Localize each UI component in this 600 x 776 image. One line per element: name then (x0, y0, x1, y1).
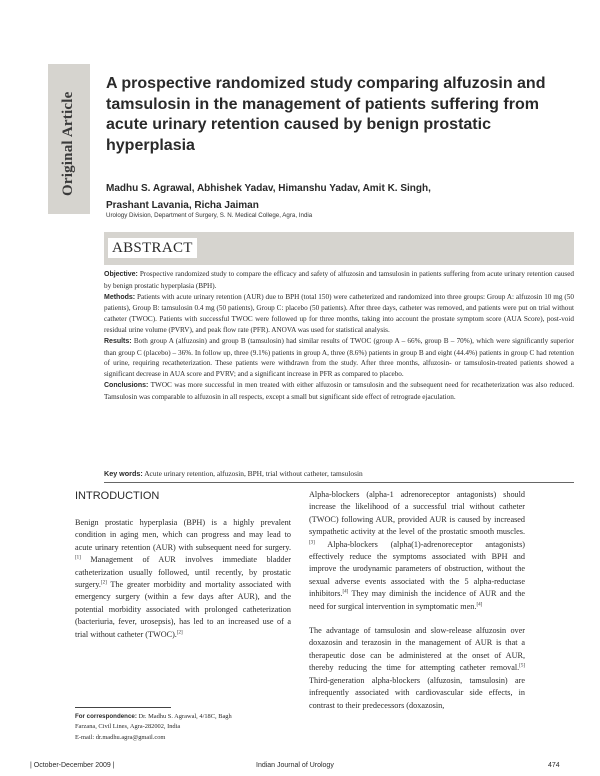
methods-text: Patients with acute urinary retention (AUR) due to BPH (total 150) were catheterized and randomized into three groups: Group A: alfuzosin 10 mg (50 patients), Group B: tamsulosin 0.4 mg (50 patients), Group C: placebo (50 patients). After three days, catheter was removed, and patients were put on trial without catheter (TWOC). Patients with successful TWOC were followed up for three months, taking into account the prostate symptom score (AUA Score), post-void residual urine volume (PVRV), and peak flow rate (PFR). ANOVA was used for statistical analysis. (104, 292, 574, 334)
abstract-heading: ABSTRACT (108, 238, 197, 258)
introduction-heading: INTRODUCTION (75, 490, 160, 502)
body-text: Alpha-blockers (alpha-1 adrenoreceptor antagonists) should increase the likelihood of a successful trial without catheter (TWOC) following AUR, provided AUR is caused by increased sympathetic activity at the level of the prostatic smooth muscles. (309, 490, 525, 537)
author-line-1: Madhu S. Agrawal, Abhishek Yadav, Himanshu Yadav, Amit K. Singh, (106, 183, 431, 194)
conclusions-label: Conclusions: (104, 381, 149, 389)
correspondence-block (75, 712, 291, 743)
methods-label: Methods: (104, 293, 136, 301)
abstract-objective (104, 269, 574, 292)
right-paragraph-1 (309, 489, 525, 613)
intro-paragraph-1 (75, 517, 291, 641)
correspondence-line-2: Farzana, Civil Lines, Agra-282002, India (75, 723, 181, 731)
results-text: Both group A (alfuzosin) and group B (tamsulosin) had similar results of TWOC (group A – 66%, group B – 70%), which were significantly superior than group C (placebo) – 36%. In follow up, three (9.1%) patients in group A, three (8.6%) patients in group B and eight (44.4%) patients in group C had retention of urine, requiring recatheterization. These patients were withdrawn from the study. After three months, alfuzosin- or tamsulosin-treated patients showed a significant decrease in AUA score and PVRV; and a significant increase in PFR as compared to placebo. (104, 336, 574, 379)
citation-ref[interactable]: [2] (100, 580, 107, 586)
right-paragraph-2 (309, 625, 525, 712)
footer-issue-text: October-December 2009 (33, 762, 111, 769)
correspondence-line-1 (75, 712, 291, 722)
abstract-conclusions (104, 380, 574, 403)
footer-journal: Indian Journal of Urology (256, 762, 334, 769)
correspondence-email[interactable]: E-mail: dr.madhu.agra@gmail.com (75, 733, 166, 741)
intro-text: Benign prostatic hyperplasia (BPH) is a highly prevalent condition in aging men, which can progress and may lead to acute urinary retention (AUR) with subsequent need for surgery. (75, 518, 291, 552)
footer-page-number: 474 (548, 762, 560, 769)
citation-ref[interactable]: [2] (176, 629, 183, 635)
body-text: The advantage of tamsulosin and slow-release alfuzosin over doxazosin and terazosin in the management of AUR is that a therapeutic dose can be administered at the onset of AUR, thereby reducing the time for attempting catheter removal. (309, 626, 525, 673)
correspondence-address: Dr. Madhu S. Agrawal, 4/18C, Bagh (136, 713, 232, 720)
article-type-label: Original Article (60, 91, 76, 196)
keywords-label: Key words: (104, 469, 143, 478)
right-column (309, 489, 525, 712)
affiliation: Urology Division, Department of Surgery, S. N. Medical College, Agra, India (106, 212, 313, 219)
author-list (106, 180, 546, 214)
keywords-text: Acute urinary retention, alfuzosin, BPH, trial without catheter, tamsulosin (144, 469, 363, 478)
objective-label: Objective: (104, 271, 138, 278)
article-title: A prospective randomized study comparing alfuzosin and tamsulosin in the management of patients suffering from acute urinary retention caused by benign prostatic hyperplasia (106, 75, 546, 154)
abstract-body (104, 269, 574, 403)
abstract-results (104, 336, 574, 380)
results-label: Results: (104, 337, 132, 345)
left-column (75, 517, 291, 641)
footer-issue: | October-December 2009 | (30, 762, 115, 769)
citation-ref[interactable]: [4] (342, 589, 349, 595)
author-line-2: Prashant Lavania, Richa Jaiman (106, 200, 259, 211)
body-text: They may diminish the incidence of AUR and the need for surgical intervention in symptomatic men. (309, 589, 525, 611)
keywords-divider (104, 482, 574, 483)
intro-text: Management of AUR involves immediate bladder catheterization usually followed, until recently, by prostatic surgery. (75, 555, 291, 590)
citation-ref[interactable]: [1] (75, 555, 81, 561)
keywords (104, 469, 574, 478)
body-text: Third-generation alpha-blockers (alfuzosin, tamsulosin) are infrequently associated with cardiovascular side effects, in contrast to their predecessors (doxazosin, (309, 675, 525, 710)
body-text: Alpha-blockers (alpha(1)-adrenoreceptor antagonists) effectively reduce the symptoms associated with BPH and improve the urodynamic parameters of obstruction, without the sexual adverse events associated with the 5 alpha-reductase inhibitors. (309, 539, 525, 599)
objective-text: Prospective randomized study to compare the efficacy and safety of alfuzosin and tamsulosin in patients suffering from acute urinary retention caused by benign prostatic hyperplasia (BPH). (104, 270, 575, 290)
citation-ref[interactable]: [4] (476, 601, 483, 607)
citation-ref[interactable]: [3] (309, 539, 315, 545)
citation-ref[interactable]: [5] (519, 663, 525, 669)
intro-text: The greater morbidity and mortality associated with emergency surgery (within a few days after AUR), and the potential morbidity associated with prolonged catheterization (bacteriuria, fever, urosepsis), has led to an increased use of a trial without catheter (TWOC). (75, 580, 291, 639)
correspondence-rule (75, 707, 171, 708)
conclusions-text: TWOC was more successful in men treated with either alfuzosin or tamsulosin and the subsequent need for recatheterization was also reduced. Tamsulosin was comparable to alfuzosin in all respects, except a small but significant side effect of retrograde ejaculation. (104, 380, 574, 401)
correspondence-label: For correspondence: (75, 713, 137, 720)
abstract-methods (104, 292, 574, 336)
